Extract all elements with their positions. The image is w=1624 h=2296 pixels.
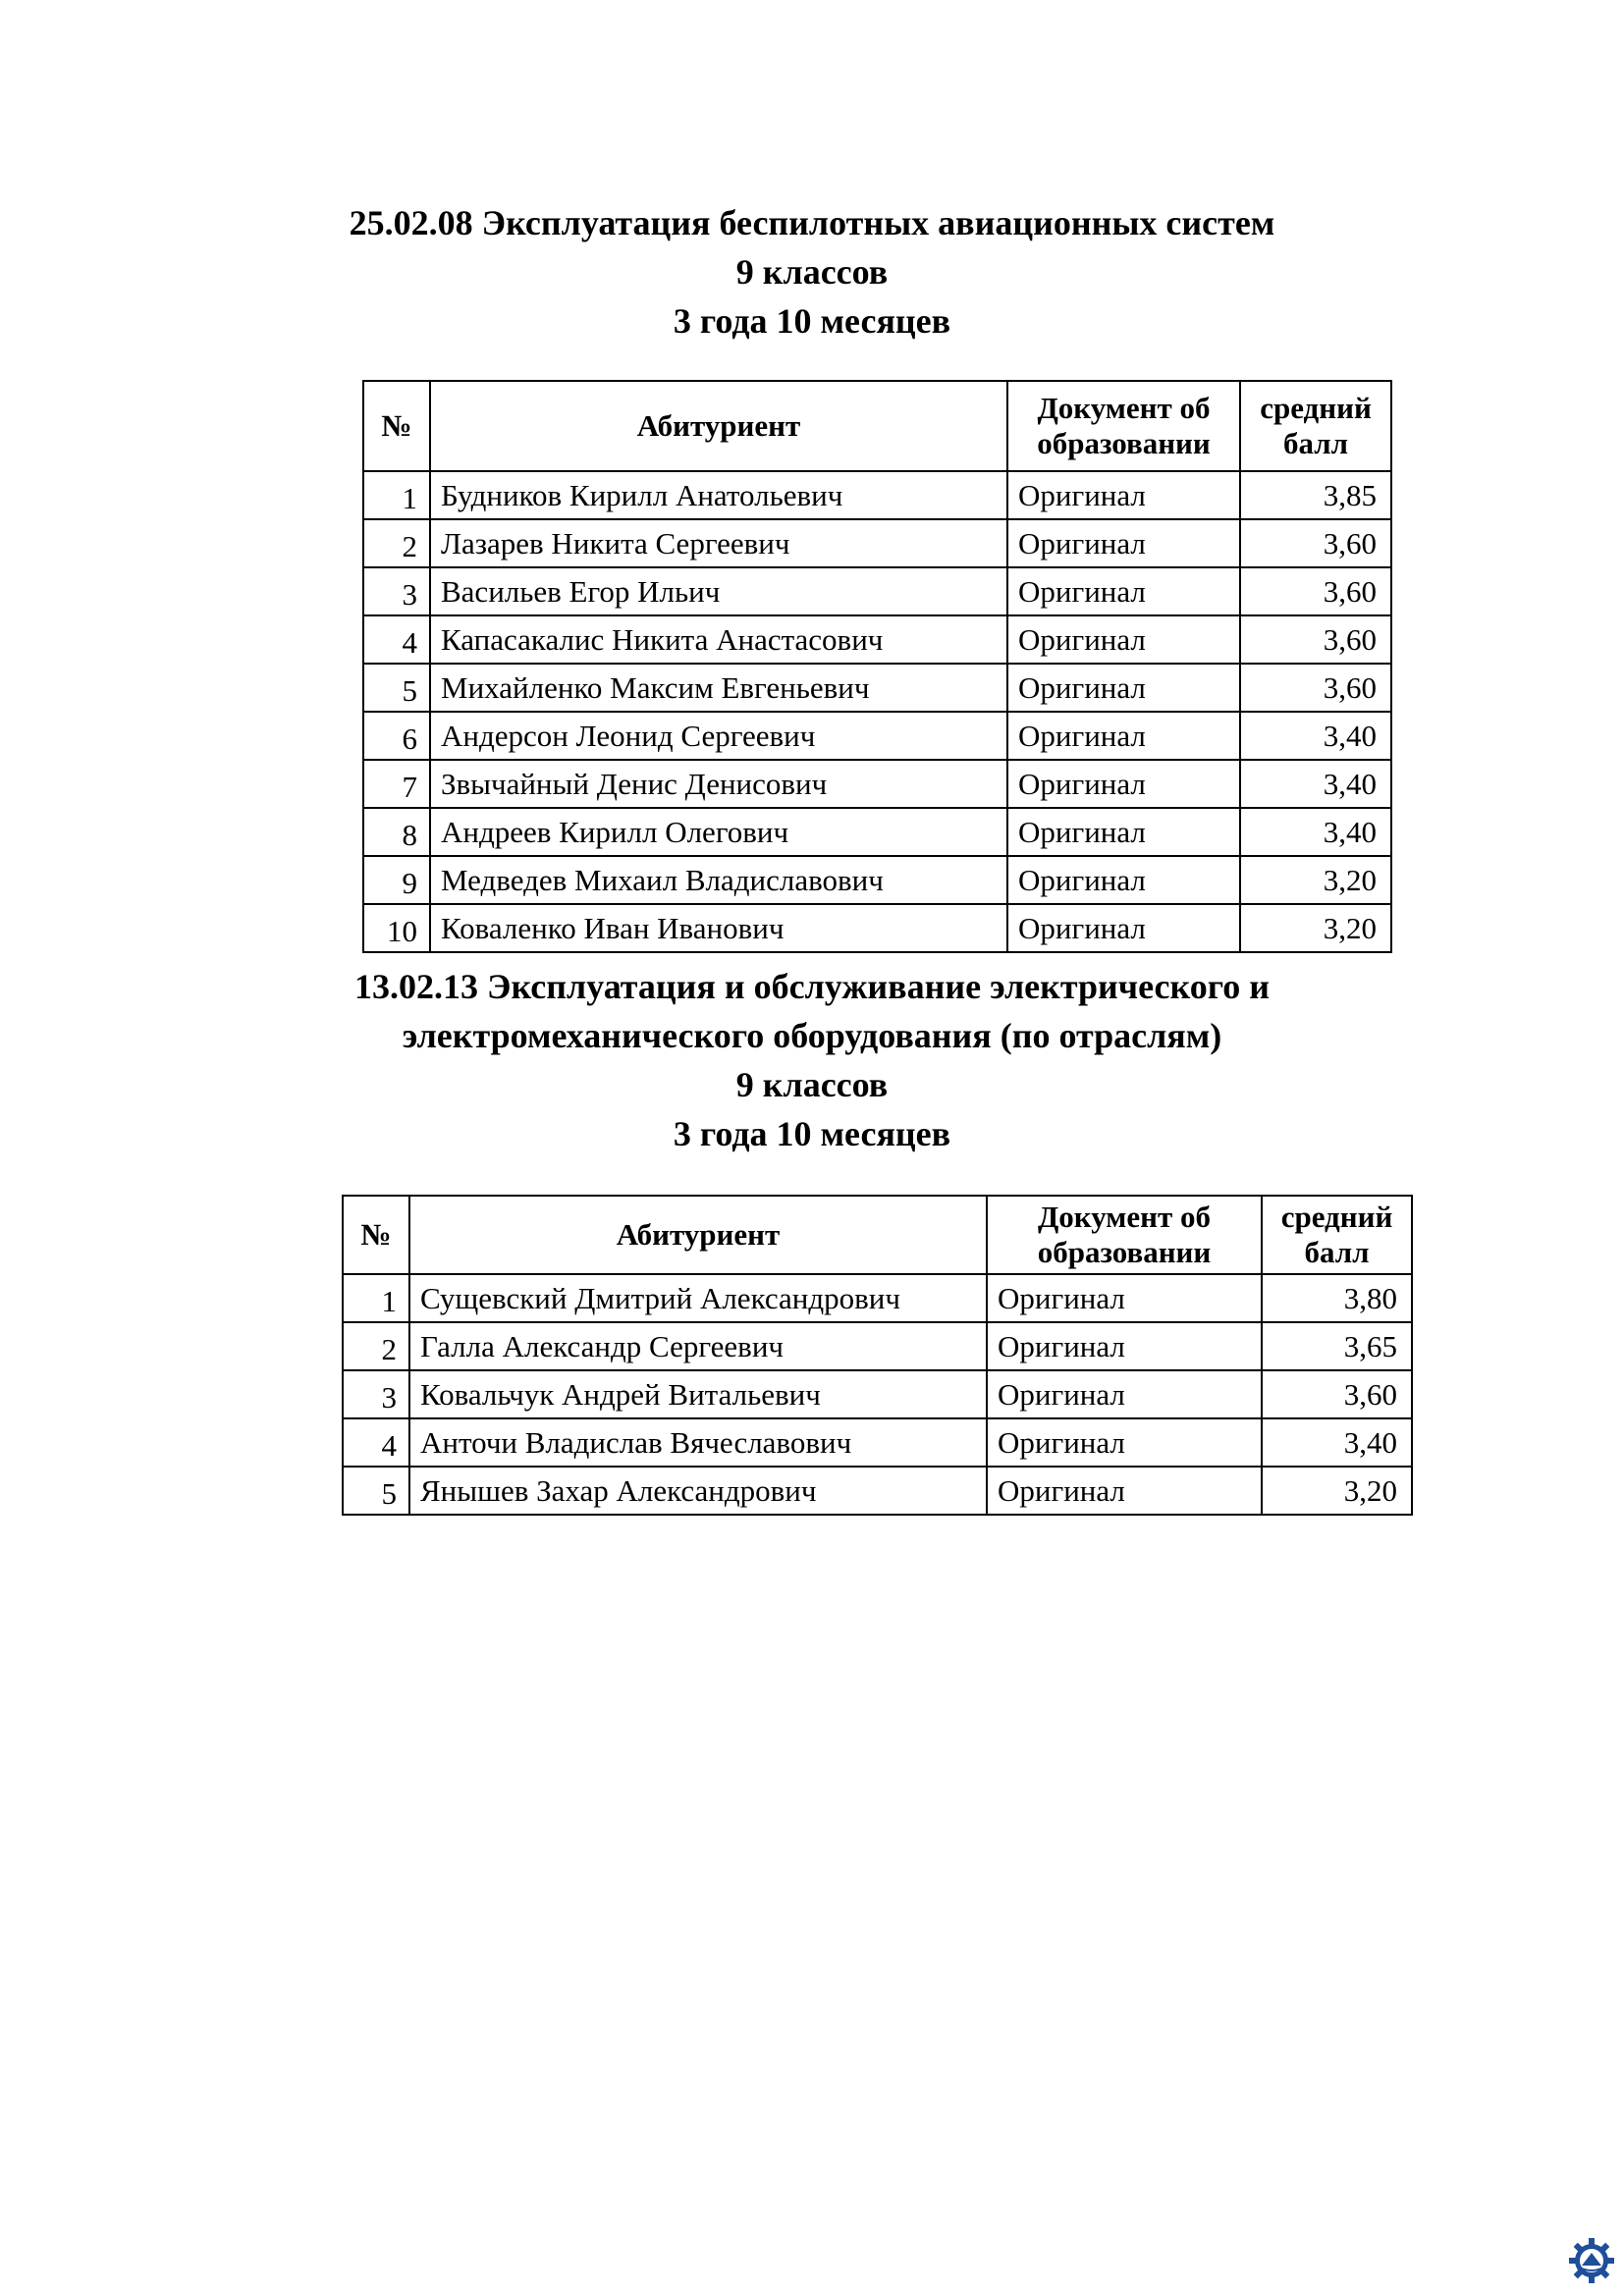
average-score: 3,80 <box>1262 1274 1412 1322</box>
average-score: 3,60 <box>1240 519 1391 567</box>
average-score: 3,85 <box>1240 471 1391 519</box>
table-header-row <box>363 381 1391 471</box>
document-status: Оригинал <box>987 1467 1262 1515</box>
table-row <box>363 904 1391 952</box>
row-number: 7 <box>363 760 430 808</box>
applicant-name: Капасакалис Никита Анастасович <box>430 615 1007 664</box>
document-status: Оригинал <box>1007 712 1240 760</box>
table-row <box>363 615 1391 664</box>
row-number: 4 <box>343 1418 409 1467</box>
row-number: 2 <box>343 1322 409 1370</box>
document-status: Оригинал <box>1007 856 1240 904</box>
average-score: 3,40 <box>1240 808 1391 856</box>
row-number: 5 <box>343 1467 409 1515</box>
row-number: 1 <box>363 471 430 519</box>
column-header-number: № <box>343 1196 409 1274</box>
table-row <box>363 567 1391 615</box>
applicant-name: Коваленко Иван Иванович <box>430 904 1007 952</box>
table-row <box>343 1274 1412 1322</box>
document-status: Оригинал <box>1007 808 1240 856</box>
document-status: Оригинал <box>1007 615 1240 664</box>
column-header-number: № <box>363 381 430 471</box>
table-header-row <box>343 1196 1412 1274</box>
average-score: 3,60 <box>1262 1370 1412 1418</box>
applicant-name: Андерсон Леонид Сергеевич <box>430 712 1007 760</box>
document-status: Оригинал <box>1007 664 1240 712</box>
document-status: Оригинал <box>987 1322 1262 1370</box>
applicant-name: Будников Кирилл Анатольевич <box>430 471 1007 519</box>
average-score: 3,40 <box>1240 712 1391 760</box>
column-header-score: средний балл <box>1262 1196 1412 1274</box>
column-header-applicant: Абитуриент <box>409 1196 987 1274</box>
document-status: Оригинал <box>987 1418 1262 1467</box>
row-number: 10 <box>363 904 430 952</box>
document-status: Оригинал <box>1007 567 1240 615</box>
row-number: 1 <box>343 1274 409 1322</box>
column-header-applicant: Абитуриент <box>430 381 1007 471</box>
applicant-name: Звычайный Денис Денисович <box>430 760 1007 808</box>
table-row <box>343 1322 1412 1370</box>
applicant-name: Медведев Михаил Владиславович <box>430 856 1007 904</box>
document-status: Оригинал <box>1007 471 1240 519</box>
row-number: 9 <box>363 856 430 904</box>
average-score: 3,40 <box>1240 760 1391 808</box>
table-row <box>363 664 1391 712</box>
applicant-name: Анточи Владислав Вячеславович <box>409 1418 987 1467</box>
average-score: 3,65 <box>1262 1322 1412 1370</box>
applicant-name: Янышев Захар Александрович <box>409 1467 987 1515</box>
table-row <box>363 856 1391 904</box>
section-2-duration: 3 года 10 месяцев <box>673 1114 951 1153</box>
row-number: 3 <box>363 567 430 615</box>
column-header-document: Документ об образовании <box>987 1196 1262 1274</box>
table-row <box>363 760 1391 808</box>
applicant-name: Сущевский Дмитрий Александрович <box>409 1274 987 1322</box>
college-gear-emblem-icon <box>1567 2236 1616 2285</box>
table-row <box>343 1467 1412 1515</box>
row-number: 6 <box>363 712 430 760</box>
document-status: Оригинал <box>1007 904 1240 952</box>
table-row <box>343 1418 1412 1467</box>
section-2-specialty-line-2: электромеханического оборудования (по отраслям) <box>402 1016 1222 1055</box>
document-status: Оригинал <box>1007 519 1240 567</box>
applicant-name: Ковальчук Андрей Витальевич <box>409 1370 987 1418</box>
row-number: 8 <box>363 808 430 856</box>
section-1-title <box>0 198 1624 346</box>
table-row <box>343 1370 1412 1418</box>
average-score: 3,20 <box>1262 1467 1412 1515</box>
average-score: 3,40 <box>1262 1418 1412 1467</box>
column-header-score: средний балл <box>1240 381 1391 471</box>
applicant-name: Андреев Кирилл Олегович <box>430 808 1007 856</box>
table-row <box>363 519 1391 567</box>
applicant-name: Лазарев Никита Сергеевич <box>430 519 1007 567</box>
average-score: 3,60 <box>1240 567 1391 615</box>
document-status: Оригинал <box>987 1274 1262 1322</box>
average-score: 3,20 <box>1240 856 1391 904</box>
row-number: 5 <box>363 664 430 712</box>
applicant-name: Галла Александр Сергеевич <box>409 1322 987 1370</box>
section-2-basis: 9 классов <box>735 1065 889 1104</box>
section-1-specialty: 25.02.08 Эксплуатация беспилотных авиационных систем <box>349 203 1275 242</box>
row-number: 3 <box>343 1370 409 1418</box>
column-header-document: Документ об образовании <box>1007 381 1240 471</box>
section-2-title <box>0 962 1624 1158</box>
applicant-name: Васильев Егор Ильич <box>430 567 1007 615</box>
average-score: 3,20 <box>1240 904 1391 952</box>
document-status: Оригинал <box>987 1370 1262 1418</box>
table-row <box>363 712 1391 760</box>
applicant-name: Михайленко Максим Евгеньевич <box>430 664 1007 712</box>
section-1-basis: 9 классов <box>735 252 889 292</box>
average-score: 3,60 <box>1240 615 1391 664</box>
table-row <box>363 471 1391 519</box>
section-2-table <box>342 1195 1413 1516</box>
section-2-specialty-line-1: 13.02.13 Эксплуатация и обслуживание электрического и <box>354 967 1270 1006</box>
table-row <box>363 808 1391 856</box>
section-1-table <box>362 380 1392 953</box>
row-number: 2 <box>363 519 430 567</box>
average-score: 3,60 <box>1240 664 1391 712</box>
document-status: Оригинал <box>1007 760 1240 808</box>
section-1-duration: 3 года 10 месяцев <box>673 301 951 341</box>
row-number: 4 <box>363 615 430 664</box>
